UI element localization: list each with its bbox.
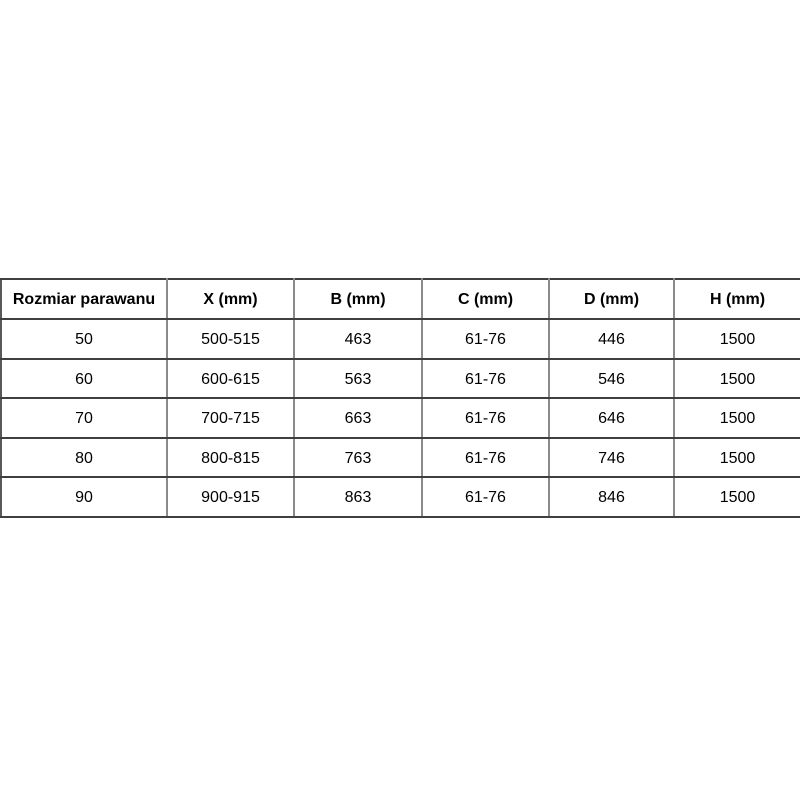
table-cell: 1500 <box>674 477 800 517</box>
column-header: H (mm) <box>674 279 800 319</box>
table-cell: 500-515 <box>167 319 294 359</box>
table-row <box>1 398 800 438</box>
table-cell: 746 <box>549 438 674 478</box>
table-cell: 563 <box>294 359 422 399</box>
table-cell: 700-715 <box>167 398 294 438</box>
table-cell: 546 <box>549 359 674 399</box>
table-cell: 1500 <box>674 359 800 399</box>
table-cell: 863 <box>294 477 422 517</box>
column-header: Rozmiar parawanu <box>1 279 167 319</box>
table-cell: 61-76 <box>422 319 549 359</box>
column-header: C (mm) <box>422 279 549 319</box>
table-cell: 1500 <box>674 438 800 478</box>
table-cell: 663 <box>294 398 422 438</box>
column-header: D (mm) <box>549 279 674 319</box>
table-cell: 60 <box>1 359 167 399</box>
table-row <box>1 359 800 399</box>
table-row <box>1 477 800 517</box>
table-cell: 1500 <box>674 398 800 438</box>
table-cell: 80 <box>1 438 167 478</box>
table-row <box>1 319 800 359</box>
table-cell: 90 <box>1 477 167 517</box>
table-cell: 446 <box>549 319 674 359</box>
table-cell: 50 <box>1 319 167 359</box>
table-cell: 900-915 <box>167 477 294 517</box>
table-cell: 61-76 <box>422 398 549 438</box>
table-cell: 646 <box>549 398 674 438</box>
table-cell: 846 <box>549 477 674 517</box>
table-header-row <box>1 279 800 319</box>
table-cell: 61-76 <box>422 359 549 399</box>
table-cell: 61-76 <box>422 477 549 517</box>
column-header: X (mm) <box>167 279 294 319</box>
table-cell: 600-615 <box>167 359 294 399</box>
table-cell: 1500 <box>674 319 800 359</box>
table-cell: 61-76 <box>422 438 549 478</box>
column-header: B (mm) <box>294 279 422 319</box>
table-row <box>1 438 800 478</box>
table-cell: 800-815 <box>167 438 294 478</box>
table-cell: 763 <box>294 438 422 478</box>
table-cell: 463 <box>294 319 422 359</box>
size-table <box>0 278 800 518</box>
table-cell: 70 <box>1 398 167 438</box>
